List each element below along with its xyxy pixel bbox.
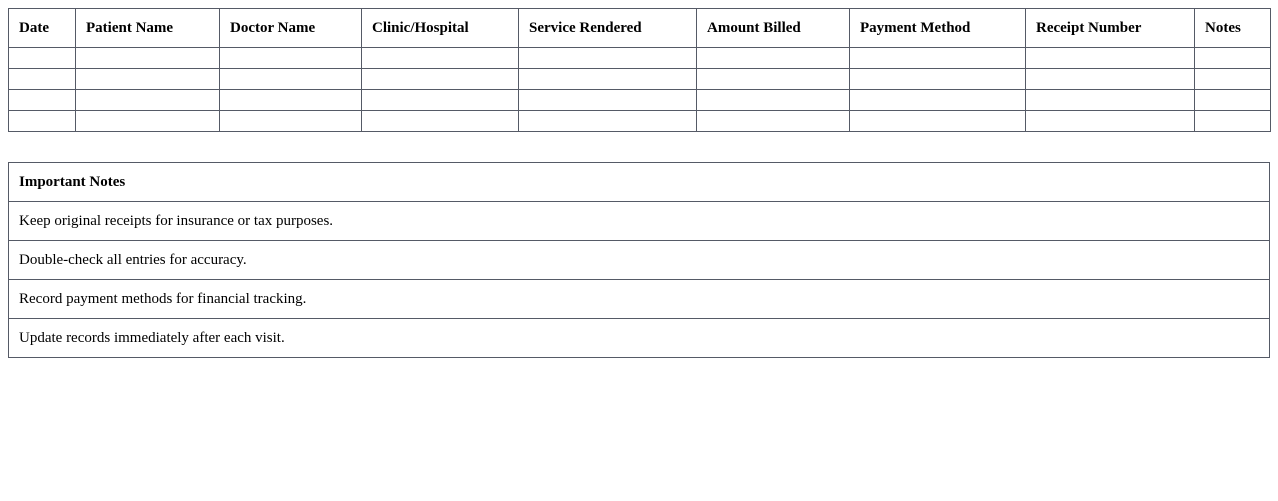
column-header-notes: Notes <box>1195 9 1271 48</box>
cell-service-rendered[interactable] <box>519 69 697 90</box>
cell-doctor-name[interactable] <box>220 48 362 69</box>
cell-patient-name[interactable] <box>76 111 220 132</box>
column-header-date: Date <box>9 9 76 48</box>
cell-date[interactable] <box>9 48 76 69</box>
cell-payment-method[interactable] <box>850 111 1026 132</box>
table-row <box>9 90 1271 111</box>
cell-date[interactable] <box>9 69 76 90</box>
cell-doctor-name[interactable] <box>220 90 362 111</box>
cell-patient-name[interactable] <box>76 69 220 90</box>
cell-receipt-number[interactable] <box>1026 111 1195 132</box>
cell-amount-billed[interactable] <box>697 48 850 69</box>
column-header-payment-method: Payment Method <box>850 9 1026 48</box>
notes-title: Important Notes <box>9 163 1270 202</box>
cell-date[interactable] <box>9 90 76 111</box>
cell-service-rendered[interactable] <box>519 48 697 69</box>
cell-amount-billed[interactable] <box>697 90 850 111</box>
cell-payment-method[interactable] <box>850 90 1026 111</box>
table-row <box>9 69 1271 90</box>
notes-row <box>9 319 1270 358</box>
cell-service-rendered[interactable] <box>519 90 697 111</box>
notes-row <box>9 202 1270 241</box>
notes-header-row <box>9 163 1270 202</box>
cell-receipt-number[interactable] <box>1026 48 1195 69</box>
cell-amount-billed[interactable] <box>697 69 850 90</box>
cell-receipt-number[interactable] <box>1026 90 1195 111</box>
cell-clinic-hospital[interactable] <box>362 48 519 69</box>
medical-billing-log-table <box>8 8 1271 132</box>
cell-notes[interactable] <box>1195 69 1271 90</box>
cell-notes[interactable] <box>1195 111 1271 132</box>
cell-patient-name[interactable] <box>76 48 220 69</box>
cell-clinic-hospital[interactable] <box>362 69 519 90</box>
cell-amount-billed[interactable] <box>697 111 850 132</box>
table-row <box>9 48 1271 69</box>
column-header-amount-billed: Amount Billed <box>697 9 850 48</box>
column-header-clinic-hospital: Clinic/Hospital <box>362 9 519 48</box>
cell-payment-method[interactable] <box>850 69 1026 90</box>
table-row <box>9 111 1271 132</box>
cell-clinic-hospital[interactable] <box>362 90 519 111</box>
cell-date[interactable] <box>9 111 76 132</box>
cell-notes[interactable] <box>1195 48 1271 69</box>
cell-doctor-name[interactable] <box>220 69 362 90</box>
column-header-service-rendered: Service Rendered <box>519 9 697 48</box>
notes-row <box>9 241 1270 280</box>
cell-doctor-name[interactable] <box>220 111 362 132</box>
note-item: Keep original receipts for insurance or tax purposes. <box>9 202 1270 241</box>
column-header-patient-name: Patient Name <box>76 9 220 48</box>
notes-row <box>9 280 1270 319</box>
cell-payment-method[interactable] <box>850 48 1026 69</box>
cell-service-rendered[interactable] <box>519 111 697 132</box>
note-item: Double-check all entries for accuracy. <box>9 241 1270 280</box>
cell-receipt-number[interactable] <box>1026 69 1195 90</box>
table-header-row <box>9 9 1271 48</box>
column-header-doctor-name: Doctor Name <box>220 9 362 48</box>
cell-patient-name[interactable] <box>76 90 220 111</box>
important-notes-table <box>8 162 1270 358</box>
cell-clinic-hospital[interactable] <box>362 111 519 132</box>
note-item: Record payment methods for financial tracking. <box>9 280 1270 319</box>
note-item: Update records immediately after each visit. <box>9 319 1270 358</box>
column-header-receipt-number: Receipt Number <box>1026 9 1195 48</box>
cell-notes[interactable] <box>1195 90 1271 111</box>
